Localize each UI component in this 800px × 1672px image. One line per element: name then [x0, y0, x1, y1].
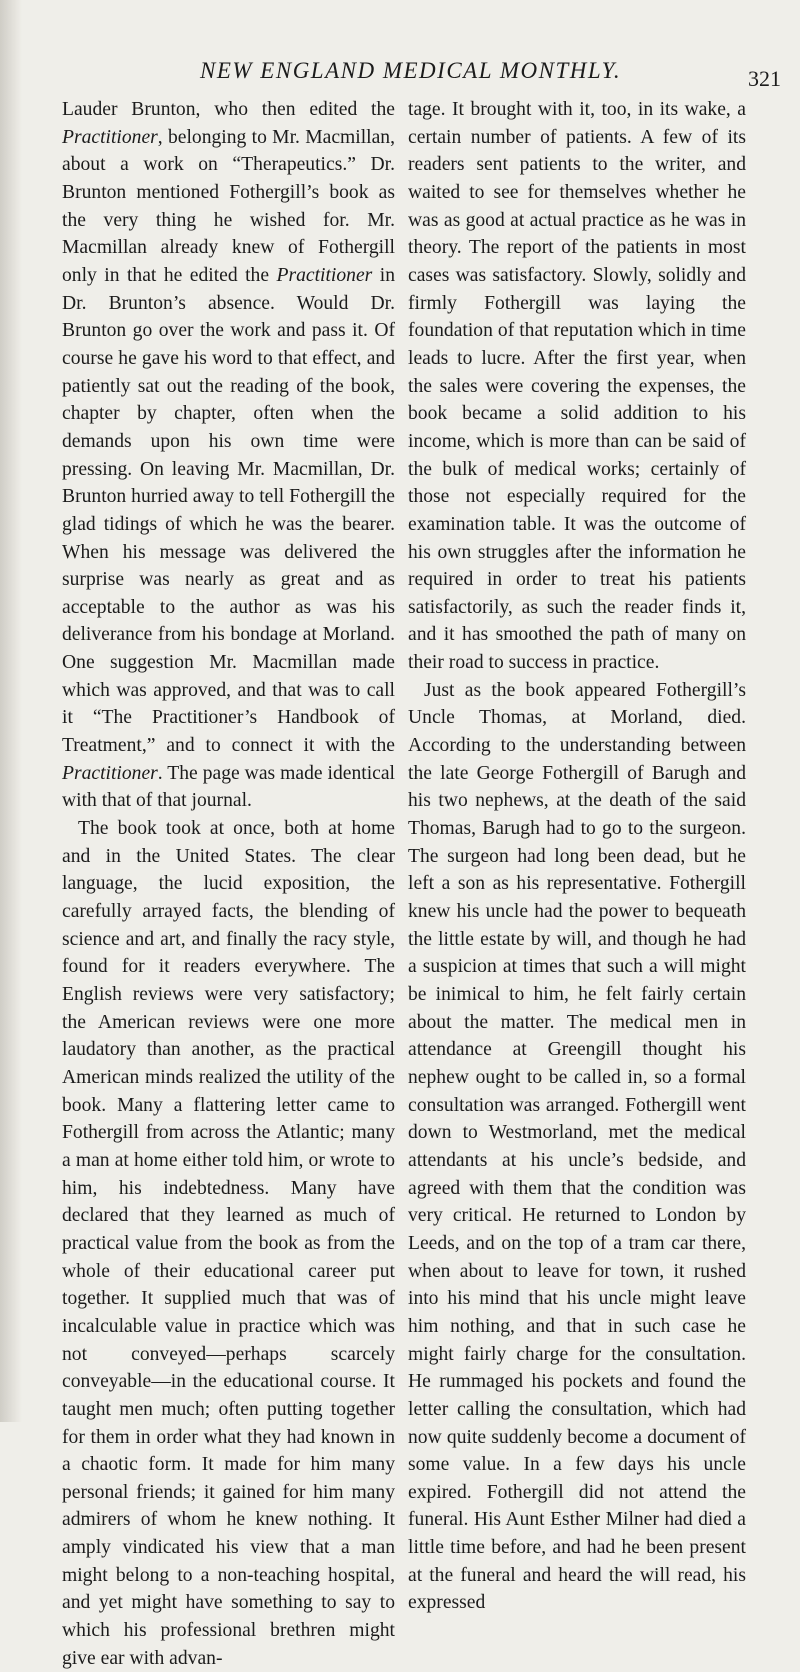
right-column [408, 96, 746, 1617]
journal-name-italic: Practitioner [276, 264, 373, 286]
paragraph-left-1 [62, 96, 395, 815]
text-run: Lauder Brunton, who then edited the [62, 99, 395, 120]
page-binding-edge [0, 0, 22, 1422]
paragraph-right-1: tage. It brought with it, too, in its wake, a certain number of patients. A few of its readers sent patients to the writer, and waited to see for themselves whether he was as good at actual practice as he was in theory. The report of the patients in most cases was satisfactory. Slowly, solidly and firmly Fothergill was laying the foundation of that reputation which in time leads to lucre. After the first year, when the sales were covering the expenses, the book became a solid addition to his income, which is more than can be said of the bulk of medical works; certainly of those not especially required for the examination table. It was the outcome of his own struggles after the information he required in order to treat his patients satisfactorily, as such the reader finds it, and it has smoothed the path of many on their road to success in practice. [408, 99, 746, 674]
text-run: . The page was made identical with that of that journal. [62, 762, 395, 812]
text-run: , belonging to Mr. Macmillan, about a work on “Therapeutics.” Dr. Brunton mentioned Fothergill’s book as the very thing he wished for. Mr. Macmillan already knew of Fothergill only in that he edited the [62, 126, 395, 286]
running-head [0, 58, 800, 98]
left-column [62, 96, 395, 1672]
paragraph-left-2: The book took at once, both at home and in the United States. The clear language, the lucid exposition, the carefully arrayed facts, the blending of science and art, and finally the racy style, found for it readers everywhere. The English reviews were very satisfactory; the American reviews were one more laudatory than another, as the practical American minds realized the utility of the book. Many a flattering letter came to Fothergill from across the Atlantic; many a man at home either told him, or wrote to him, his indebtedness. Many have declared that they learned as much of practical value from the book as from the whole of their educational career put together. It supplied much that was of incalculable value in practice which was not conveyed—perhaps scarcely conveyable—in the educational course. It taught men much; often putting together for them in order what they had known in a chaotic form. It made for him many personal friends; it gained for him many admirers of whom he knew nothing. It amply vindicated his view that a man might belong to a non-teaching hospital, and yet might have something to say to which his professional brethren might give ear with advan- [62, 818, 395, 1669]
page-number: 321 [748, 66, 781, 91]
paragraph-right-2: Just as the book appeared Fothergill’s Uncle Thomas, at Morland, died. According to the understanding between the late George Fothergill of Barugh and his two nephews, at the death of the said Thomas, Barugh had to go to the surgeon. The surgeon had long been dead, but he left a son as his representative. Fothergill knew his uncle had the power to bequeath the little estate by will, and though he had a suspicion at times that such a will might be inimical to him, he felt fairly certain about the matter. The medical men in attendance at Greengill thought his nephew ought to be called in, so a formal consultation was arranged. Fothergill went down to Westmorland, met the medical attendants at his uncle’s bedside, and agreed with them that the condition was very critical. He returned to London by Leeds, and on the top of a tram car there, when about to leave for town, it rushed into his mind that his uncle might leave him nothing, and that in such case he might fairly charge for the consultation. He rummaged his pockets and found the letter calling the consultation, which had now quite suddenly become a document of some value. In a few days his uncle expired. Fothergill did not attend the funeral. His Aunt Esther Milner had died a little time before, and had he been present at the funeral and heard the will read, his expressed [408, 679, 746, 1614]
journal-name-italic: Practitioner [62, 126, 158, 148]
text-run: in Dr. Brunton’s absence. Would Dr. Brunton go over the work and pass it. Of course he gave his word to that effect, and patiently sat out the reading of the book, chapter by chapter, often when the demands upon his own time were pressing. On leaving Mr. Macmillan, Dr. Brunton hurried away to tell Fothergill the glad tidings of which he was the bearer. When his message was delivered the surprise was nearly as great and as acceptable to the author as was his deliverance from his bondage at Morland. One suggestion Mr. Macmillan made which was approved, and that was to call it “The Practitioner’s Handbook of Treatment,” and to connect it with the [62, 264, 395, 757]
journal-title: NEW ENGLAND MEDICAL MONTHLY. [200, 58, 622, 83]
journal-name-italic: Practitioner [62, 762, 158, 784]
